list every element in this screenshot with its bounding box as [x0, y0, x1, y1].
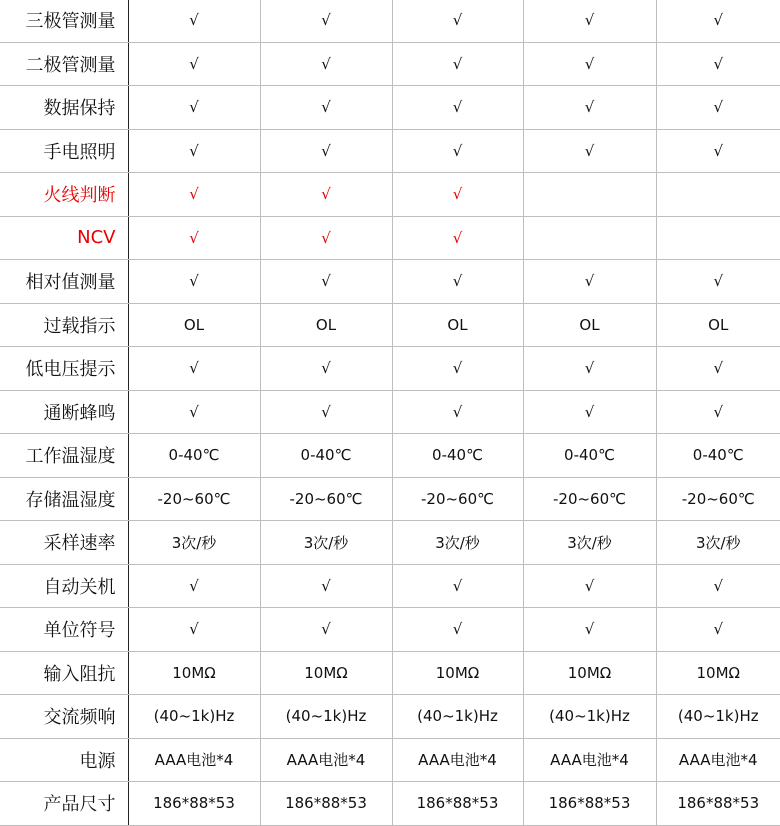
table-row [0, 173, 780, 217]
table-cell: √ [656, 347, 780, 391]
row-label: 通断蜂鸣 [0, 390, 128, 434]
table-cell: √ [523, 347, 656, 391]
table-cell: √ [523, 390, 656, 434]
table-cell: -20~60℃ [392, 477, 523, 521]
table-cell: √ [392, 347, 523, 391]
table-cell: √ [392, 260, 523, 304]
table-cell: √ [656, 260, 780, 304]
row-label: 单位符号 [0, 608, 128, 652]
table-row [0, 608, 780, 652]
table-cell: 10MΩ [656, 651, 780, 695]
table-row [0, 738, 780, 782]
table-cell [523, 173, 656, 217]
table-cell: OL [128, 303, 260, 347]
table-cell: 0-40℃ [392, 434, 523, 478]
table-cell: (40~1k)Hz [656, 695, 780, 739]
table-cell: √ [260, 260, 392, 304]
table-cell: √ [392, 564, 523, 608]
table-cell: 3次/秒 [656, 521, 780, 565]
table-row [0, 477, 780, 521]
row-label: NCV [0, 216, 128, 260]
table-cell: √ [656, 0, 780, 42]
row-label: 三极管测量 [0, 0, 128, 42]
table-cell: √ [392, 86, 523, 130]
row-label: 二极管测量 [0, 42, 128, 86]
table-cell: √ [128, 42, 260, 86]
table-cell: 10MΩ [128, 651, 260, 695]
table-cell: 186*88*53 [260, 782, 392, 826]
table-row [0, 347, 780, 391]
row-label: 存储温湿度 [0, 477, 128, 521]
row-label: 手电照明 [0, 129, 128, 173]
table-cell: -20~60℃ [128, 477, 260, 521]
row-label: 产品尺寸 [0, 782, 128, 826]
table-cell: -20~60℃ [260, 477, 392, 521]
table-cell: 10MΩ [523, 651, 656, 695]
table-row [0, 0, 780, 42]
table-cell: √ [260, 347, 392, 391]
table-cell: √ [128, 0, 260, 42]
table-cell: √ [260, 42, 392, 86]
table-cell: √ [128, 260, 260, 304]
table-row [0, 651, 780, 695]
table-cell: √ [523, 129, 656, 173]
table-cell: √ [392, 390, 523, 434]
table-cell: AAA电池*4 [523, 738, 656, 782]
row-label: 工作温湿度 [0, 434, 128, 478]
table-cell: 0-40℃ [656, 434, 780, 478]
table-row [0, 521, 780, 565]
table-cell: √ [523, 260, 656, 304]
table-cell: AAA电池*4 [260, 738, 392, 782]
table-cell: √ [656, 564, 780, 608]
table-cell: √ [523, 564, 656, 608]
table-cell: √ [656, 129, 780, 173]
table-cell: 3次/秒 [523, 521, 656, 565]
table-row [0, 129, 780, 173]
row-label: 交流频响 [0, 695, 128, 739]
row-label: 相对值测量 [0, 260, 128, 304]
table-cell [656, 173, 780, 217]
table-cell: 10MΩ [392, 651, 523, 695]
table-cell: √ [656, 390, 780, 434]
table-cell: √ [260, 216, 392, 260]
row-label: 过载指示 [0, 303, 128, 347]
table-cell: √ [523, 86, 656, 130]
row-label: 电源 [0, 738, 128, 782]
table-cell: √ [260, 608, 392, 652]
table-cell: -20~60℃ [523, 477, 656, 521]
table-cell: √ [260, 564, 392, 608]
table-cell: (40~1k)Hz [523, 695, 656, 739]
table-cell: (40~1k)Hz [392, 695, 523, 739]
table-row [0, 782, 780, 826]
table-cell: 0-40℃ [128, 434, 260, 478]
table-cell: √ [392, 129, 523, 173]
row-label: 数据保持 [0, 86, 128, 130]
table-cell: √ [128, 173, 260, 217]
table-cell: √ [128, 608, 260, 652]
table-cell: OL [523, 303, 656, 347]
table-cell: √ [260, 129, 392, 173]
table-cell: √ [656, 608, 780, 652]
table-cell: 186*88*53 [656, 782, 780, 826]
table-row [0, 216, 780, 260]
table-cell: √ [392, 0, 523, 42]
table-cell: 3次/秒 [128, 521, 260, 565]
row-label: 低电压提示 [0, 347, 128, 391]
table-cell: -20~60℃ [656, 477, 780, 521]
table-cell: √ [656, 86, 780, 130]
table-cell: √ [128, 390, 260, 434]
table-cell: 0-40℃ [260, 434, 392, 478]
table-cell: √ [392, 42, 523, 86]
table-cell: 3次/秒 [392, 521, 523, 565]
table-row [0, 390, 780, 434]
row-label: 自动关机 [0, 564, 128, 608]
table-cell: 186*88*53 [128, 782, 260, 826]
table-cell: √ [656, 42, 780, 86]
table-cell: √ [128, 86, 260, 130]
table-cell: 186*88*53 [392, 782, 523, 826]
table-cell: √ [523, 608, 656, 652]
table-cell: (40~1k)Hz [260, 695, 392, 739]
table-cell: √ [128, 216, 260, 260]
table-cell: √ [392, 173, 523, 217]
table-cell: √ [260, 173, 392, 217]
table-cell: OL [260, 303, 392, 347]
row-label: 采样速率 [0, 521, 128, 565]
table-cell: (40~1k)Hz [128, 695, 260, 739]
table-row [0, 86, 780, 130]
table-cell: √ [260, 0, 392, 42]
table-cell: √ [523, 42, 656, 86]
table-cell: AAA电池*4 [392, 738, 523, 782]
table-cell: √ [128, 564, 260, 608]
table-cell [656, 216, 780, 260]
table-cell: √ [260, 390, 392, 434]
table-row [0, 434, 780, 478]
table-row [0, 260, 780, 304]
table-cell: 0-40℃ [523, 434, 656, 478]
table-row [0, 303, 780, 347]
table-cell [523, 216, 656, 260]
table-cell: AAA电池*4 [128, 738, 260, 782]
table-cell: OL [392, 303, 523, 347]
table-cell: 186*88*53 [523, 782, 656, 826]
table-cell: 3次/秒 [260, 521, 392, 565]
table-cell: √ [523, 0, 656, 42]
table-row [0, 42, 780, 86]
table-cell: AAA电池*4 [656, 738, 780, 782]
table-cell: √ [128, 347, 260, 391]
table-cell: √ [392, 608, 523, 652]
table-row [0, 564, 780, 608]
table-cell: 10MΩ [260, 651, 392, 695]
table-cell: OL [656, 303, 780, 347]
row-label: 火线判断 [0, 173, 128, 217]
table-cell: √ [392, 216, 523, 260]
table-cell: √ [128, 129, 260, 173]
row-label: 输入阻抗 [0, 651, 128, 695]
table-row [0, 695, 780, 739]
table-cell: √ [260, 86, 392, 130]
